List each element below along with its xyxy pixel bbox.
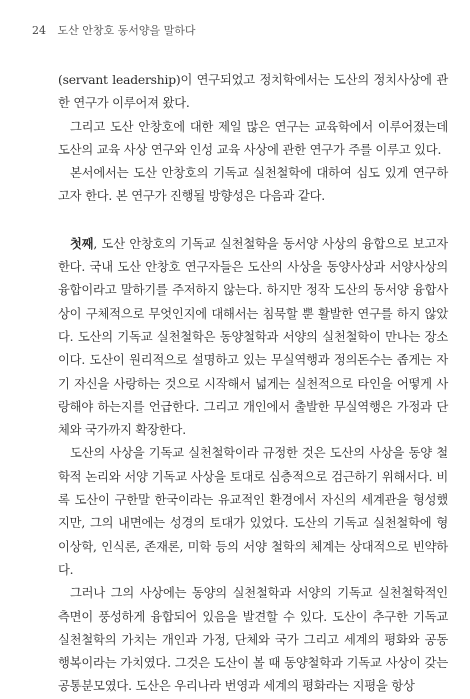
paragraph: 그리고 도산 안창호에 대한 제일 많은 연구는 교육학에서 이루어졌는데 도산의 교육 사상 연구와 인성 교육 사상에 관한 연구가 주를 이루고 있다. <box>58 119 448 157</box>
section-first-paragraph <box>58 232 448 443</box>
paragraph: (servant leadership)이 연구되었고 정치학에서는 도산의 정치사상에 관한 연구가 이루어져 왔다. <box>58 73 448 111</box>
page-number: 24 <box>32 24 46 37</box>
running-title: 도산 안창호 동서양을 말하다 <box>57 24 196 37</box>
body-text <box>58 69 448 699</box>
lead-word: 첫째 <box>70 235 94 251</box>
paragraph-text: , 도산 안창호의 기독교 실천철학을 동서양 사상의 융합으로 보고자 한다. 국내 도산 안창호 연구자들은 도산의 사상을 동양사상과 서양사상의 융합이라고 말하기를 주저하지 않는다. 하지만 정작 도산의 동서양 융합사상이 구체적으로 무엇인지에 대해서는 침묵할 뿐 활발한 연구를 하지 않았다. 도산의 기독교 실천철학은 동양철학과 서양의 실천철학이 만나는 장소이다. 도산이 원리적으로 설명하고 있는 무실역행과 정의돈수는 좁게는 자기 자신을 사랑하는 것으로 시작해서 넓게는 실천적으로 타인을 어떻게 사랑해야 하는지를 언급한다. 그리고 개인에서 출발한 무실역행은 가정과 단체와 국가까지 확장한다. <box>58 236 448 438</box>
paragraph: 본서에서는 도산 안창호의 기독교 실천철학에 대하여 심도 있게 연구하고자 한다. 본 연구가 진행될 방향성은 다음과 같다. <box>58 166 448 204</box>
running-header <box>32 22 196 38</box>
paragraph: 도산의 사상을 기독교 실천철학이라 규정한 것은 도산의 사상을 동양 철학적 논리와 서양 기독교 사상을 토대로 심층적으로 검근하기 위해서다. 비록 도산이 구한말 한국이라는 유교적인 환경에서 자신의 세계관을 형성했지만, 그의 내면에는 성경의 토대가 있었다. 도산의 기독교 실천철학에 형이상학, 인식론, 존재론, 미학 등의 서양 철학의 체계는 상대적으로 빈약하다. <box>58 446 448 577</box>
paragraph: 그러나 그의 사상에는 동양의 실천철학과 서양의 기독교 실천철학적인 측면이 풍성하게 융합되어 있음을 발견할 수 있다. 도산이 추구한 기독교 실천철학의 가치는 개인과 가정, 단체와 국가 그리고 세계의 평화와 공동 행복이라는 가치였다. 그것은 도산이 볼 때 동양철학과 기독교 사상이 갖는 공통분모였다. 도산은 우리나라 번영과 세계의 평화라는 지평을 항상 <box>58 586 448 694</box>
